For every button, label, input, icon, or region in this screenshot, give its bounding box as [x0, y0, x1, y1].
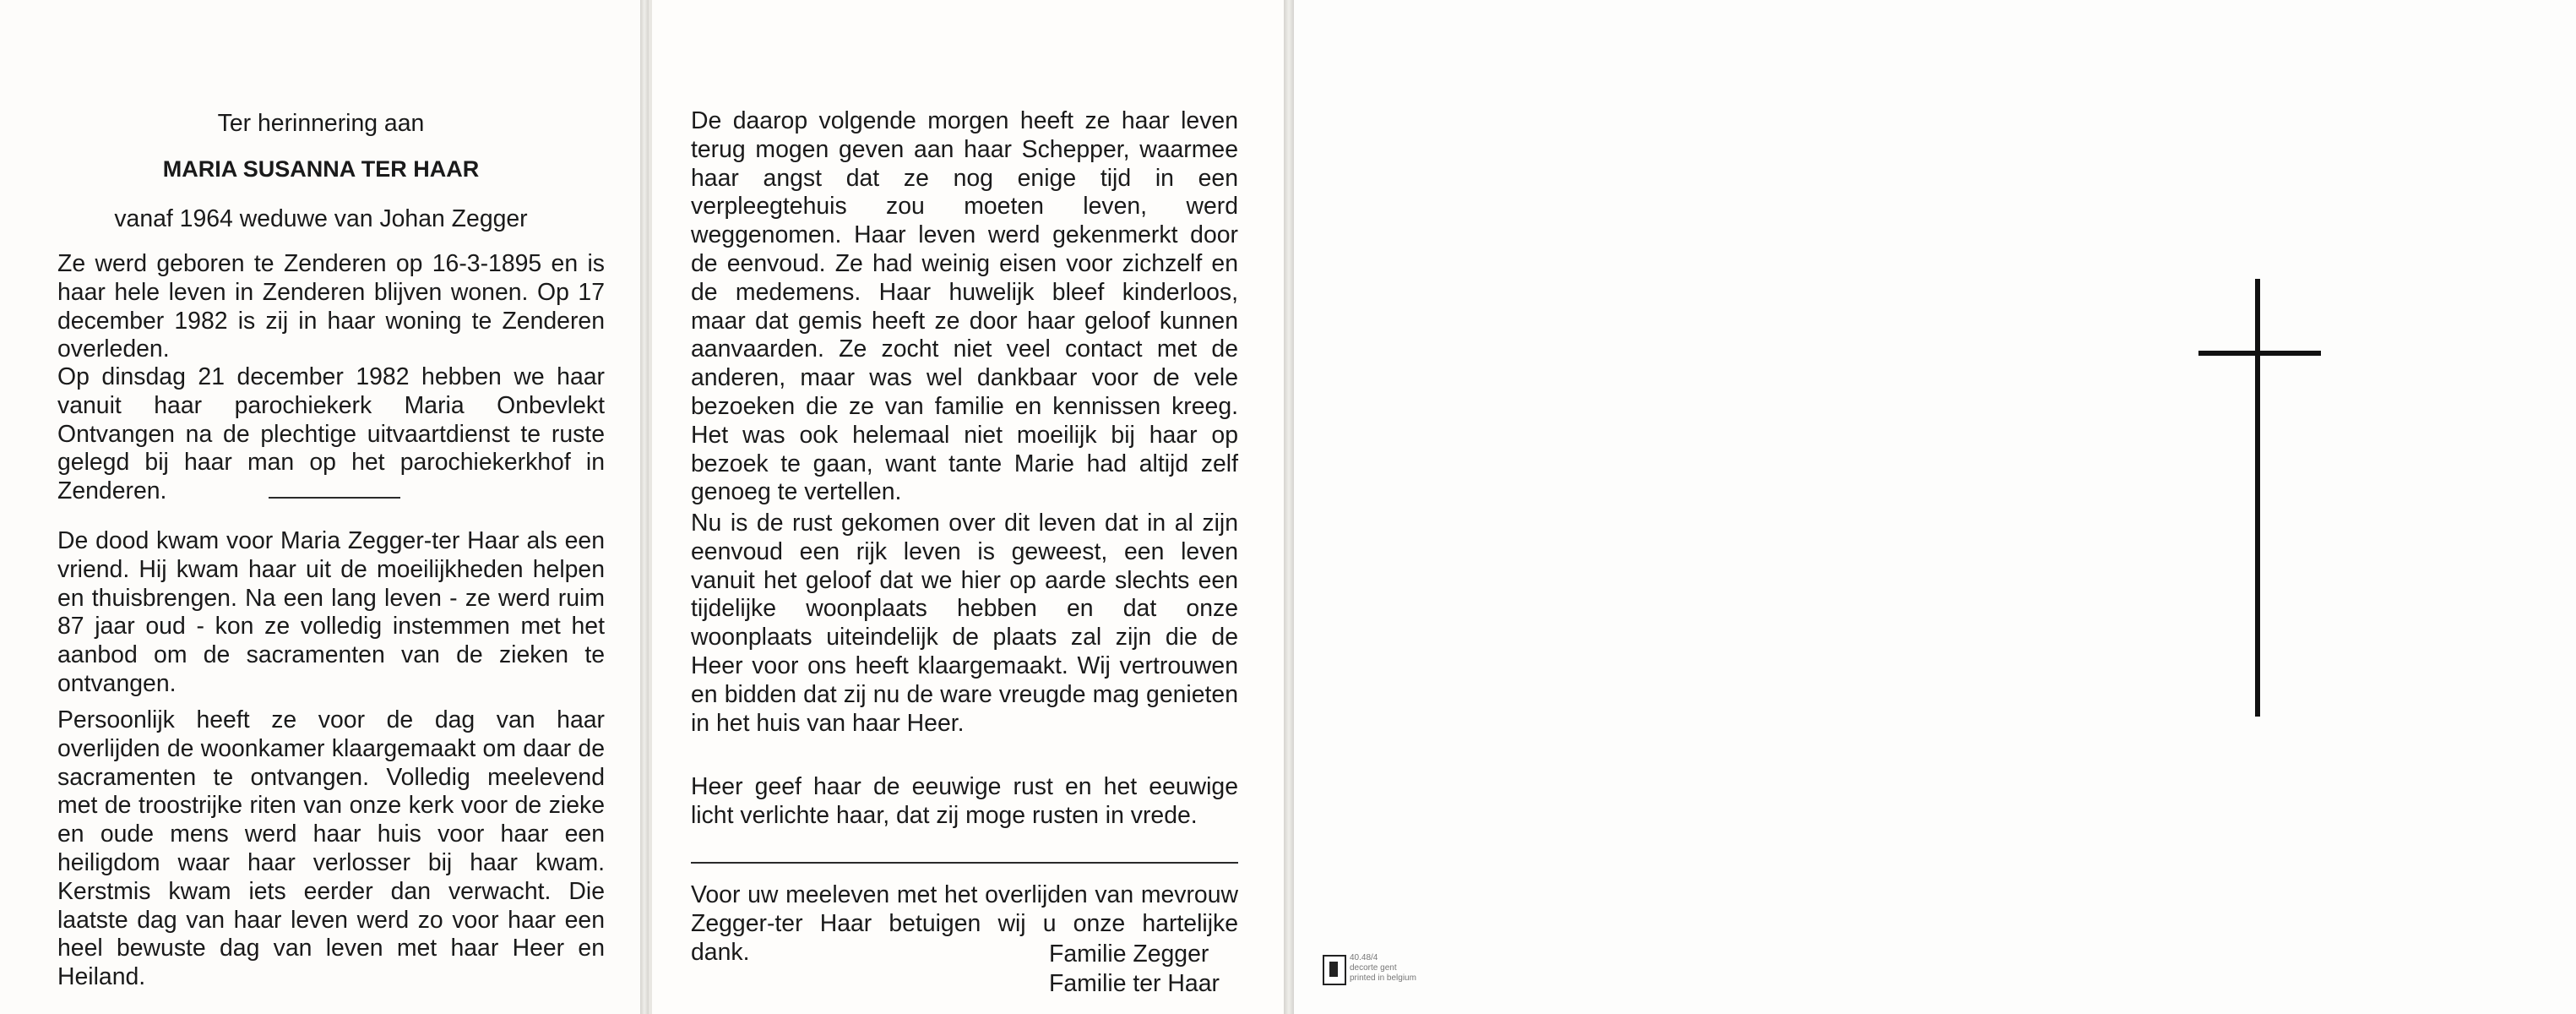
- signature-family-ter-haar: Familie ter Haar: [1049, 970, 1220, 997]
- section-divider: [269, 497, 400, 499]
- card-panel-left: [0, 0, 640, 1014]
- cross-icon: [2255, 279, 2260, 717]
- card-panel-middle: [652, 0, 1284, 1014]
- biography-paragraph-3: De dood kwam voor Maria Zegger-ter Haar als een vriend. Hij kwam haar uit de moeilijkheden helpen en thuisbrengen. Na een lang leven - ze werd ruim 87 jaar oud - kon ze volledig instemmen met het aanbod om de sacramenten van de zieken te ontvangen.: [57, 527, 605, 697]
- prayer-paragraph: Heer geef haar de eeuwige rust en het eeuwige licht verlichte haar, dat zij moge rusten in vrede.: [691, 773, 1238, 829]
- thanks-divider: [691, 862, 1238, 864]
- deceased-name: MARIA SUSANNA TER HAAR: [162, 156, 480, 182]
- card-panel-right: [1294, 0, 2576, 1014]
- printer-name: decorte gent: [1350, 963, 1397, 973]
- signature-family-zegger: Familie Zegger: [1049, 940, 1209, 968]
- printer-logo-icon: [1323, 955, 1346, 985]
- fold-shadow-1: [640, 0, 649, 1014]
- cross-bar: [2198, 351, 2321, 356]
- intro-text: Ter herinnering aan: [217, 110, 425, 137]
- fold-shadow-2: [1284, 0, 1294, 1014]
- widow-line: vanaf 1964 weduwe van Johan Zegger: [114, 205, 528, 232]
- reflection-paragraph-1: De daarop volgende morgen heeft ze haar leven terug mogen geven aan haar Schepper, waarmee haar angst dat ze nog enige tijd in een verpleegtehuis zou moeten leven, werd weggenomen. Haar leven werd gekenmerkt door de eenvoud. Ze had weinig eisen voor zichzelf en de medemens. Haar huwelijk bleef kinderloos, maar dat gemis heeft ze door haar geloof kunnen aanvaarden. Ze zocht niet veel contact met de anderen, maar was wel dankbaar voor de vele bezoeken die ze van familie en kennissen kreeg. Het was ook helemaal niet moeilijk bij haar op bezoek te gaan, want tante Marie had altijd zelf genoeg te vertellen.: [691, 107, 1238, 506]
- print-code: 40.48/4: [1350, 953, 1378, 962]
- biography-paragraph-1: Ze werd geboren te Zenderen op 16-3-1895 en is haar hele leven in Zenderen blijven wonen. Op 17 december 1982 is zij in haar woning te Zenderen overleden.: [57, 250, 605, 363]
- biography-paragraph-4: Persoonlijk heeft ze voor de dag van haar overlijden de woonkamer klaargemaakt om daar de sacramenten te ontvangen. Volledig meelevend met de troostrijke riten van onze kerk voor de zieke en oude mens werd haar huis voor haar een heiligdom waar haar verlosser bij haar kwam. Kerstmis kwam iets eerder dan verwacht. Die laatste dag van haar leven werd zo voor haar een heel bewuste dag van leven met haar Heer en Heiland.: [57, 706, 605, 991]
- printed-in: printed in belgium: [1350, 973, 1416, 983]
- thanks-text: Voor uw meeleven met het overlijden van mevrouw Zegger-ter Haar betuigen wij u onze hartelijke dank.: [691, 881, 1238, 966]
- reflection-paragraph-2: Nu is de rust gekomen over dit leven dat in al zijn eenvoud een rijk leven is geweest, een leven vanuit het geloof dat we hier op aarde slechts een tijdelijke woonplaats hebben en dat onze woonplaats uiteindelijk de plaats zal zijn die de Heer voor ons heeft klaargemaakt. Wij vertrouwen en bidden dat zij nu de ware vreugde mag genieten in het huis van haar Heer.: [691, 510, 1238, 737]
- biography-paragraph-2: Op dinsdag 21 december 1982 hebben we haar vanuit haar parochiekerk Maria Onbevlekt Ontvangen na de plechtige uitvaartdienst te ruste gelegd bij haar man op het parochiekerkhof in Zenderen.: [57, 363, 605, 505]
